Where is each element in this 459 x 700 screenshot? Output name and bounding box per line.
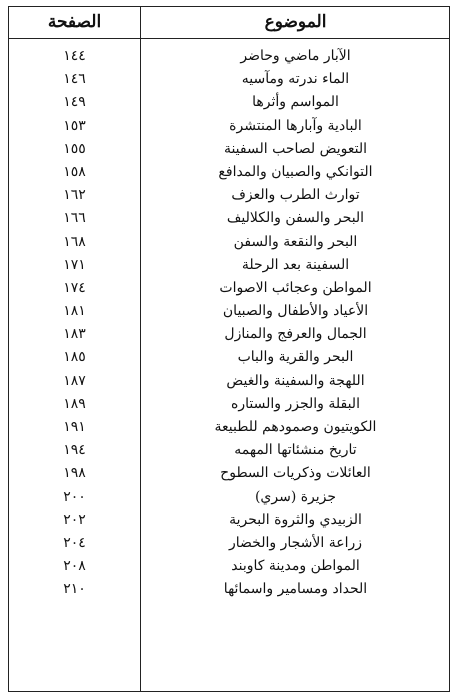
table-row (9, 439, 449, 462)
page-number: ١٦٨ (63, 233, 86, 250)
table-row (9, 532, 449, 555)
toc-table (8, 6, 450, 692)
table-row (9, 68, 449, 91)
table-row (9, 346, 449, 369)
page-number: ١٥٣ (63, 117, 86, 134)
table-row (9, 462, 449, 485)
topic-title: التعويض لصاحب السفينة (223, 140, 368, 157)
table-row (9, 231, 449, 254)
toc-rows (9, 45, 449, 602)
topic-column-header: الموضوع (264, 12, 327, 32)
topic-title: المواطن وعجائب الاصوات (219, 279, 372, 296)
table-row (9, 161, 449, 184)
table-row (9, 300, 449, 323)
table-row (9, 91, 449, 114)
page-number: ١٨١ (63, 303, 86, 320)
table-row (9, 486, 449, 509)
topic-title: المواسم وأثرها (252, 94, 339, 111)
topic-title: العائلات وذكريات السطوح (220, 465, 371, 482)
page-number: ٢٠٢ (63, 511, 86, 528)
topic-title: تاريخ منشئاتها المهمه (234, 442, 357, 459)
table-row (9, 115, 449, 138)
page-number: ١٤٩ (63, 94, 86, 111)
topic-title: البحر والقرية والباب (237, 349, 354, 366)
table-row (9, 370, 449, 393)
page-number: ١٥٨ (63, 163, 86, 180)
page-number: ١٩٤ (63, 442, 86, 459)
topic-title: زراعة الأشجار والخضار (229, 534, 362, 551)
page-number: ١٧٤ (63, 279, 86, 296)
table-row (9, 393, 449, 416)
topic-title: البقلة والجزر والستاره (231, 395, 360, 412)
table-row (9, 207, 449, 230)
topic-title: البحر والنقعة والسفن (233, 233, 358, 250)
page-number: ٢٠٤ (63, 534, 86, 551)
topic-title: البادية وآبارها المنتشرة (229, 117, 362, 134)
page-number: ١٦٦ (63, 210, 86, 227)
page-number: ١٩٨ (63, 465, 86, 482)
topic-title: الجمال والعرفج والمنازل (224, 326, 367, 343)
page-number: ١٤٦ (63, 71, 86, 88)
topic-title: جزيرة (سري) (254, 488, 337, 505)
table-row (9, 277, 449, 300)
table-row (9, 416, 449, 439)
table-row (9, 184, 449, 207)
topic-title: البحر والسفن والكلاليف (226, 210, 365, 227)
page-number: ١٨٣ (63, 326, 86, 343)
page-number: ٢٠٨ (63, 558, 86, 575)
page-number: ١٨٧ (63, 372, 86, 389)
table-header (9, 7, 449, 39)
topic-title: الآبار ماضي وحاضر (240, 48, 351, 64)
page-column-header: الصفحة (47, 12, 102, 32)
page-number: ١٦٢ (63, 187, 86, 204)
page-number: ١٨٥ (63, 349, 86, 366)
topic-title: الأعياد والأطفال والصبيان (222, 303, 369, 320)
page-number: ١٤٤ (63, 48, 86, 64)
topic-title: الكويتيون وصمودهم للطبيعة (214, 419, 377, 435)
topic-title: السفينة بعد الرحلة (241, 256, 350, 273)
table-row (9, 254, 449, 277)
topic-title: الحداد ومسامير واسمائها (223, 581, 368, 598)
page-number: ٢٠٠ (63, 488, 86, 505)
table-row (9, 509, 449, 532)
topic-title: الزبيدي والثروة البحرية (229, 511, 362, 528)
page-number: ٢١٠ (63, 581, 86, 598)
topic-title: التوانكي والصبيان والمدافع (218, 163, 373, 180)
page-number: ١٩١ (63, 419, 86, 435)
page-number: ١٥٥ (63, 140, 86, 157)
page-number: ١٨٩ (63, 395, 86, 412)
topic-title: الماء ندرته ومآسيه (241, 71, 350, 88)
topic-title: توارث الطرب والعزف (231, 187, 360, 204)
page-number: ١٧١ (63, 256, 86, 273)
table-row (9, 45, 449, 68)
table-row (9, 323, 449, 346)
table-row (9, 555, 449, 578)
table-row (9, 138, 449, 161)
topic-title: اللهجة والسفينة والغيض (226, 372, 365, 389)
topic-title: المواطن ومدينة كاوبند (231, 558, 360, 575)
table-row (9, 578, 449, 601)
